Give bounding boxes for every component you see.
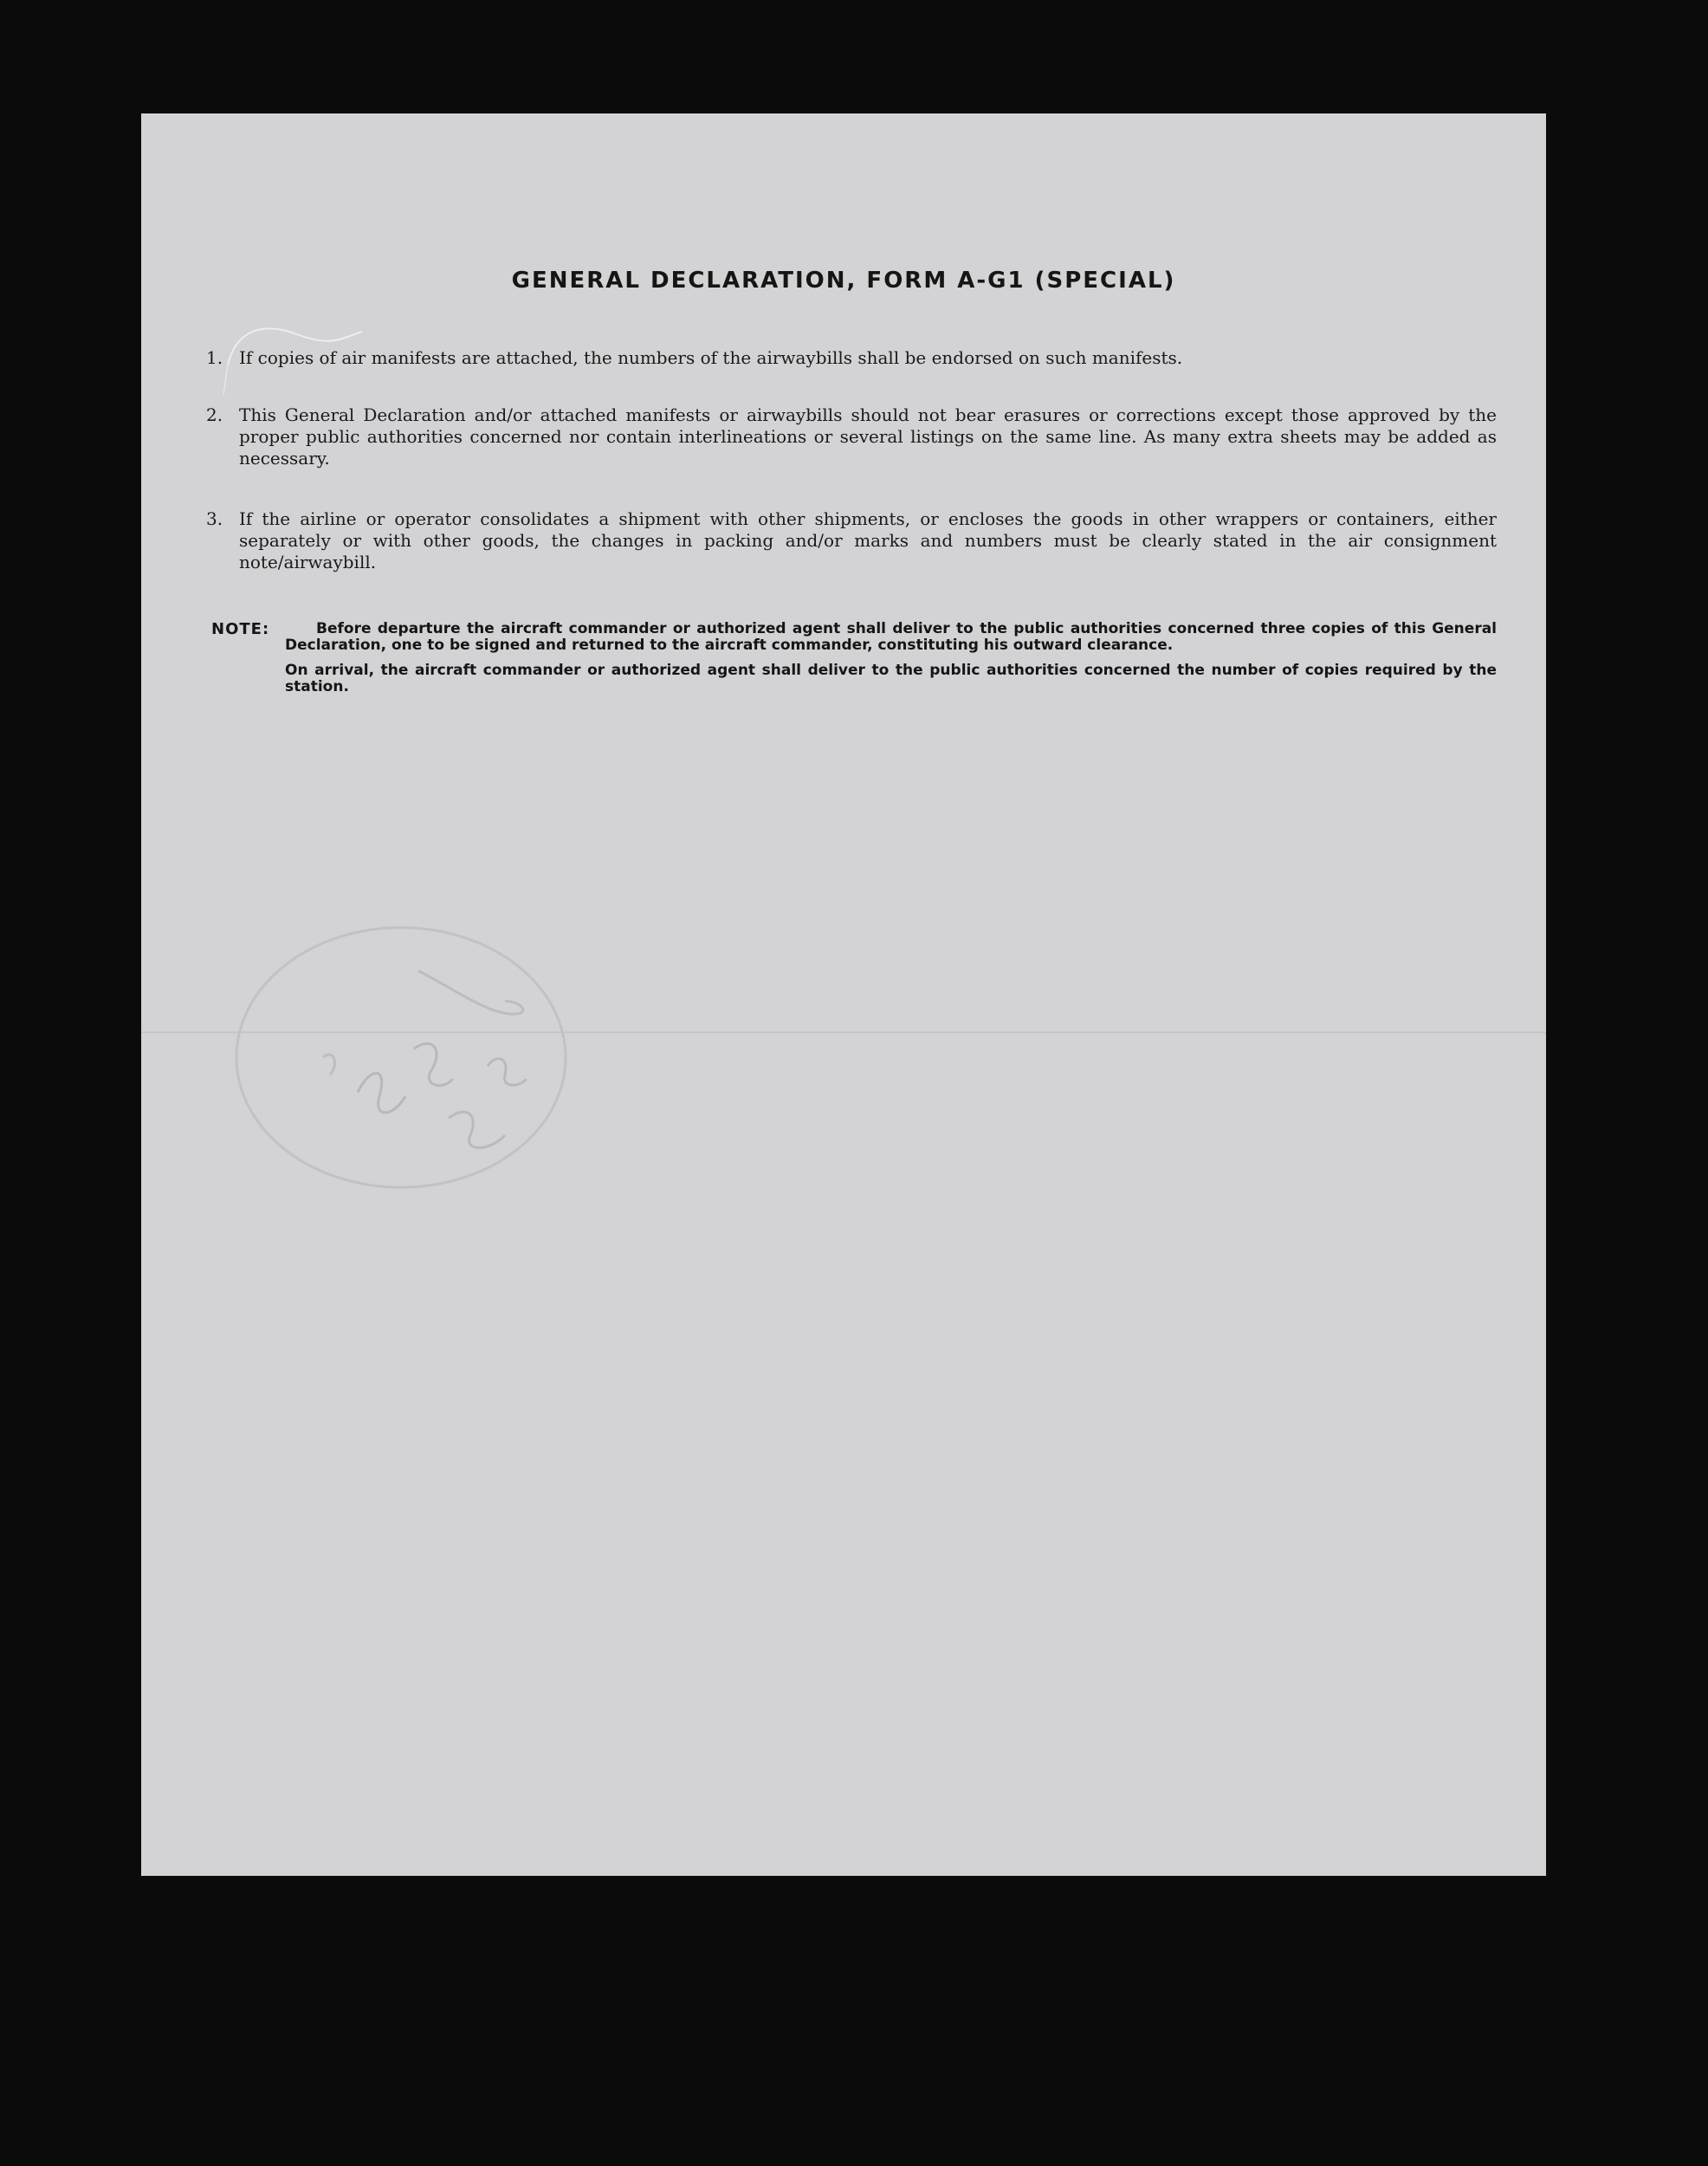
note-label: NOTE: <box>211 620 270 638</box>
document-page <box>141 113 1546 1876</box>
item-text: This General Declaration and/or attached manifests or airwaybills should not bear erasures or corrections except those approved by the proper public authorities concerned nor contain interlineations or several listings on the same line. As many extra sheets may be added as necessary. <box>239 404 1497 469</box>
item-number: 2. <box>206 404 223 425</box>
item-number: 1. <box>206 347 223 368</box>
item-number: 3. <box>206 508 223 529</box>
faint-stamp-and-signature <box>228 919 574 1196</box>
note-paragraph-departure: Before departure the aircraft commander or authorized agent shall deliver to the public authorities concerned three copies of this General Declaration, one to be signed and returned to the aircraft commander, constituting his outward clearance. <box>285 620 1497 654</box>
document-title: GENERAL DECLARATION, FORM A-G1 (SPECIAL) <box>511 268 1176 294</box>
instruction-item-2 <box>206 404 1497 469</box>
instruction-item-3 <box>206 508 1497 573</box>
instruction-item-1 <box>206 347 1497 369</box>
item-text: If the airline or operator consolidates a shipment with other shipments, or encloses the goods in other wrappers or containers, either separately or with other goods, the changes in packing and/or marks and numbers must be clearly stated in the air consignment note/airwaybill. <box>239 508 1497 572</box>
note-paragraph-arrival: On arrival, the aircraft commander or authorized agent shall deliver to the public authorities concerned the number of copies required by the station. <box>285 662 1497 695</box>
note-section <box>211 621 1497 695</box>
item-text: If copies of air manifests are attached, the numbers of the airwaybills shall be endorsed on such manifests. <box>239 347 1183 368</box>
